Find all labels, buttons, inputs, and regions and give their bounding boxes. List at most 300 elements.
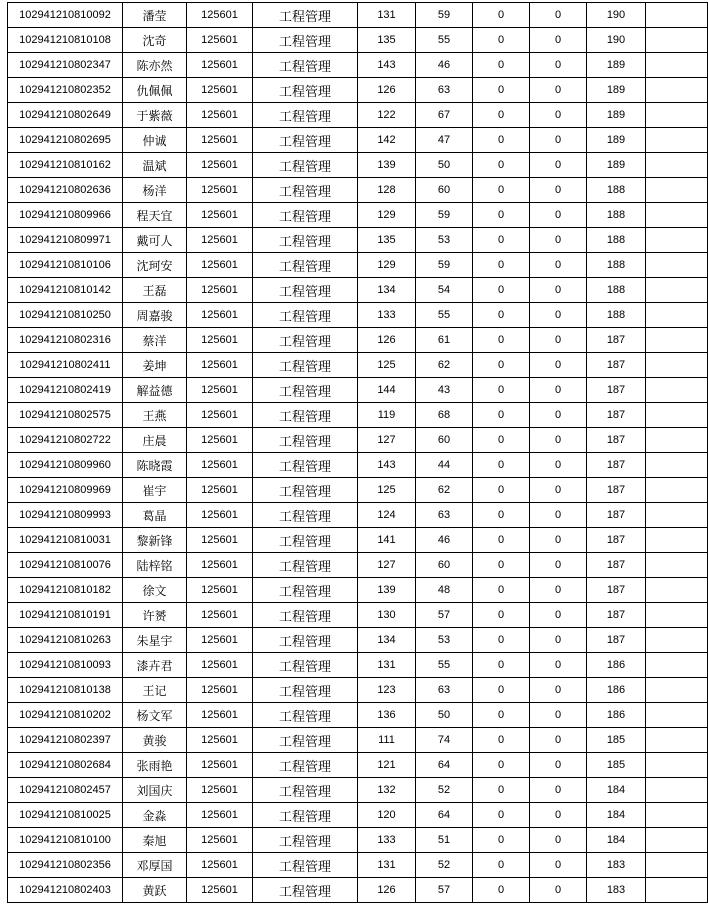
score-2-cell: 52 (416, 778, 473, 803)
table-row (8, 103, 708, 128)
major-code-cell: 125601 (187, 153, 253, 178)
major-code-cell: 125601 (187, 203, 253, 228)
total-score-cell: 188 (587, 303, 646, 328)
score-4-cell: 0 (530, 228, 587, 253)
score-2-cell: 59 (416, 253, 473, 278)
exam-id-cell: 102941210802352 (8, 78, 123, 103)
extra-cell (646, 78, 708, 103)
score-2-cell: 53 (416, 228, 473, 253)
exam-id-cell: 102941210802397 (8, 728, 123, 753)
major-code-cell: 125601 (187, 478, 253, 503)
score-2-cell: 48 (416, 578, 473, 603)
major-code-cell: 125601 (187, 703, 253, 728)
exam-id-cell: 102941210810138 (8, 678, 123, 703)
score-4-cell: 0 (530, 78, 587, 103)
major-code-cell: 125601 (187, 378, 253, 403)
major-code-cell: 125601 (187, 528, 253, 553)
major-name-cell: 工程管理 (253, 653, 358, 678)
name-cell: 陈晓霞 (123, 453, 187, 478)
name-cell: 邓厚国 (123, 853, 187, 878)
score-3-cell: 0 (473, 603, 530, 628)
score-3-cell: 0 (473, 478, 530, 503)
score-1-cell: 129 (358, 203, 416, 228)
extra-cell (646, 853, 708, 878)
major-code-cell: 125601 (187, 503, 253, 528)
major-code-cell: 125601 (187, 53, 253, 78)
extra-cell (646, 128, 708, 153)
score-3-cell: 0 (473, 153, 530, 178)
score-1-cell: 130 (358, 603, 416, 628)
name-cell: 陆梓铭 (123, 553, 187, 578)
total-score-cell: 188 (587, 253, 646, 278)
extra-cell (646, 3, 708, 28)
name-cell: 王记 (123, 678, 187, 703)
score-3-cell: 0 (473, 578, 530, 603)
score-1-cell: 122 (358, 103, 416, 128)
major-name-cell: 工程管理 (253, 803, 358, 828)
exam-id-cell: 102941210802403 (8, 878, 123, 903)
score-1-cell: 129 (358, 253, 416, 278)
exam-id-cell: 102941210810142 (8, 278, 123, 303)
extra-cell (646, 503, 708, 528)
major-code-cell: 125601 (187, 803, 253, 828)
table-row (8, 428, 708, 453)
score-2-cell: 63 (416, 678, 473, 703)
exam-id-cell: 102941210810093 (8, 653, 123, 678)
score-4-cell: 0 (530, 653, 587, 678)
score-1-cell: 142 (358, 128, 416, 153)
name-cell: 杨文军 (123, 703, 187, 728)
score-4-cell: 0 (530, 628, 587, 653)
extra-cell (646, 28, 708, 53)
score-3-cell: 0 (473, 428, 530, 453)
name-cell: 潘莹 (123, 3, 187, 28)
score-2-cell: 62 (416, 478, 473, 503)
score-1-cell: 120 (358, 803, 416, 828)
total-score-cell: 188 (587, 203, 646, 228)
score-3-cell: 0 (473, 778, 530, 803)
score-4-cell: 0 (530, 703, 587, 728)
total-score-cell: 187 (587, 378, 646, 403)
table-row (8, 453, 708, 478)
score-1-cell: 139 (358, 578, 416, 603)
score-1-cell: 131 (358, 3, 416, 28)
name-cell: 庄晨 (123, 428, 187, 453)
score-1-cell: 111 (358, 728, 416, 753)
table-row (8, 728, 708, 753)
score-2-cell: 68 (416, 403, 473, 428)
score-3-cell: 0 (473, 328, 530, 353)
exam-id-cell: 102941210810106 (8, 253, 123, 278)
table-row (8, 803, 708, 828)
score-2-cell: 55 (416, 303, 473, 328)
extra-cell (646, 678, 708, 703)
exam-id-cell: 102941210810108 (8, 28, 123, 53)
table-row (8, 3, 708, 28)
score-4-cell: 0 (530, 678, 587, 703)
exam-id-cell: 102941210802684 (8, 753, 123, 778)
total-score-cell: 190 (587, 3, 646, 28)
table-row (8, 53, 708, 78)
table-row (8, 703, 708, 728)
major-name-cell: 工程管理 (253, 553, 358, 578)
major-name-cell: 工程管理 (253, 628, 358, 653)
major-name-cell: 工程管理 (253, 78, 358, 103)
exam-id-cell: 102941210810092 (8, 3, 123, 28)
table-row (8, 28, 708, 53)
score-2-cell: 67 (416, 103, 473, 128)
score-4-cell: 0 (530, 728, 587, 753)
exam-id-cell: 102941210810100 (8, 828, 123, 853)
name-cell: 葛晶 (123, 503, 187, 528)
extra-cell (646, 428, 708, 453)
score-1-cell: 128 (358, 178, 416, 203)
major-code-cell: 125601 (187, 403, 253, 428)
score-2-cell: 57 (416, 878, 473, 903)
major-name-cell: 工程管理 (253, 178, 358, 203)
score-1-cell: 121 (358, 753, 416, 778)
table-row (8, 228, 708, 253)
score-3-cell: 0 (473, 28, 530, 53)
extra-cell (646, 378, 708, 403)
total-score-cell: 187 (587, 628, 646, 653)
total-score-cell: 190 (587, 28, 646, 53)
score-2-cell: 64 (416, 803, 473, 828)
exam-id-cell: 102941210810191 (8, 603, 123, 628)
extra-cell (646, 603, 708, 628)
score-3-cell: 0 (473, 228, 530, 253)
table-row (8, 678, 708, 703)
score-1-cell: 133 (358, 303, 416, 328)
score-4-cell: 0 (530, 453, 587, 478)
score-1-cell: 119 (358, 403, 416, 428)
score-3-cell: 0 (473, 3, 530, 28)
score-1-cell: 127 (358, 428, 416, 453)
score-1-cell: 141 (358, 528, 416, 553)
exam-id-cell: 102941210809993 (8, 503, 123, 528)
name-cell: 黄骏 (123, 728, 187, 753)
major-code-cell: 125601 (187, 578, 253, 603)
major-code-cell: 125601 (187, 853, 253, 878)
major-code-cell: 125601 (187, 303, 253, 328)
table-row (8, 528, 708, 553)
score-2-cell: 50 (416, 153, 473, 178)
score-3-cell: 0 (473, 353, 530, 378)
score-4-cell: 0 (530, 553, 587, 578)
score-4-cell: 0 (530, 178, 587, 203)
extra-cell (646, 803, 708, 828)
total-score-cell: 187 (587, 353, 646, 378)
score-1-cell: 126 (358, 328, 416, 353)
score-4-cell: 0 (530, 528, 587, 553)
major-name-cell: 工程管理 (253, 28, 358, 53)
score-4-cell: 0 (530, 28, 587, 53)
exam-id-cell: 102941210802457 (8, 778, 123, 803)
score-1-cell: 143 (358, 53, 416, 78)
extra-cell (646, 478, 708, 503)
exam-id-cell: 102941210809966 (8, 203, 123, 228)
major-code-cell: 125601 (187, 353, 253, 378)
name-cell: 解益德 (123, 378, 187, 403)
score-2-cell: 64 (416, 753, 473, 778)
score-2-cell: 63 (416, 78, 473, 103)
table-row (8, 403, 708, 428)
major-name-cell: 工程管理 (253, 103, 358, 128)
major-name-cell: 工程管理 (253, 128, 358, 153)
table-row (8, 178, 708, 203)
total-score-cell: 185 (587, 728, 646, 753)
name-cell: 张雨艳 (123, 753, 187, 778)
score-4-cell: 0 (530, 103, 587, 128)
table-body (8, 3, 708, 903)
name-cell: 陈亦然 (123, 53, 187, 78)
score-2-cell: 51 (416, 828, 473, 853)
major-name-cell: 工程管理 (253, 303, 358, 328)
score-2-cell: 46 (416, 53, 473, 78)
major-name-cell: 工程管理 (253, 853, 358, 878)
score-1-cell: 123 (358, 678, 416, 703)
score-4-cell: 0 (530, 503, 587, 528)
exam-id-cell: 102941210810263 (8, 628, 123, 653)
exam-id-cell: 102941210802356 (8, 853, 123, 878)
score-3-cell: 0 (473, 703, 530, 728)
score-2-cell: 60 (416, 178, 473, 203)
extra-cell (646, 303, 708, 328)
table-row (8, 778, 708, 803)
extra-cell (646, 728, 708, 753)
major-code-cell: 125601 (187, 728, 253, 753)
major-code-cell: 125601 (187, 453, 253, 478)
major-code-cell: 125601 (187, 778, 253, 803)
score-1-cell: 136 (358, 703, 416, 728)
score-4-cell: 0 (530, 278, 587, 303)
score-2-cell: 60 (416, 553, 473, 578)
major-name-cell: 工程管理 (253, 528, 358, 553)
major-code-cell: 125601 (187, 878, 253, 903)
major-code-cell: 125601 (187, 228, 253, 253)
name-cell: 金淼 (123, 803, 187, 828)
extra-cell (646, 878, 708, 903)
score-4-cell: 0 (530, 128, 587, 153)
extra-cell (646, 553, 708, 578)
exam-id-cell: 102941210802419 (8, 378, 123, 403)
major-code-cell: 125601 (187, 28, 253, 53)
table-row (8, 128, 708, 153)
score-4-cell: 0 (530, 753, 587, 778)
major-code-cell: 125601 (187, 653, 253, 678)
major-name-cell: 工程管理 (253, 378, 358, 403)
major-name-cell: 工程管理 (253, 353, 358, 378)
total-score-cell: 183 (587, 853, 646, 878)
name-cell: 仲诚 (123, 128, 187, 153)
table-row (8, 303, 708, 328)
score-4-cell: 0 (530, 203, 587, 228)
major-name-cell: 工程管理 (253, 153, 358, 178)
exam-id-cell: 102941210810031 (8, 528, 123, 553)
table-row (8, 553, 708, 578)
score-4-cell: 0 (530, 303, 587, 328)
major-name-cell: 工程管理 (253, 228, 358, 253)
score-3-cell: 0 (473, 53, 530, 78)
extra-cell (646, 578, 708, 603)
name-cell: 程天宜 (123, 203, 187, 228)
score-4-cell: 0 (530, 253, 587, 278)
major-name-cell: 工程管理 (253, 778, 358, 803)
name-cell: 黄跃 (123, 878, 187, 903)
score-1-cell: 144 (358, 378, 416, 403)
extra-cell (646, 253, 708, 278)
table-row (8, 378, 708, 403)
major-code-cell: 125601 (187, 828, 253, 853)
table-row (8, 78, 708, 103)
exam-id-cell: 102941210809969 (8, 478, 123, 503)
major-name-cell: 工程管理 (253, 453, 358, 478)
total-score-cell: 187 (587, 578, 646, 603)
major-code-cell: 125601 (187, 3, 253, 28)
exam-id-cell: 102941210810076 (8, 553, 123, 578)
total-score-cell: 185 (587, 753, 646, 778)
total-score-cell: 187 (587, 478, 646, 503)
extra-cell (646, 328, 708, 353)
exam-id-cell: 102941210810202 (8, 703, 123, 728)
score-2-cell: 62 (416, 353, 473, 378)
score-3-cell: 0 (473, 878, 530, 903)
exam-id-cell: 102941210810182 (8, 578, 123, 603)
major-code-cell: 125601 (187, 253, 253, 278)
total-score-cell: 184 (587, 803, 646, 828)
major-name-cell: 工程管理 (253, 728, 358, 753)
score-4-cell: 0 (530, 578, 587, 603)
score-1-cell: 134 (358, 278, 416, 303)
total-score-cell: 188 (587, 228, 646, 253)
major-name-cell: 工程管理 (253, 578, 358, 603)
score-4-cell: 0 (530, 603, 587, 628)
name-cell: 蔡洋 (123, 328, 187, 353)
score-3-cell: 0 (473, 853, 530, 878)
major-code-cell: 125601 (187, 128, 253, 153)
total-score-cell: 189 (587, 78, 646, 103)
name-cell: 漆卉君 (123, 653, 187, 678)
total-score-cell: 188 (587, 278, 646, 303)
score-1-cell: 126 (358, 878, 416, 903)
extra-cell (646, 403, 708, 428)
score-1-cell: 143 (358, 453, 416, 478)
name-cell: 王磊 (123, 278, 187, 303)
name-cell: 朱星宇 (123, 628, 187, 653)
score-4-cell: 0 (530, 378, 587, 403)
score-3-cell: 0 (473, 303, 530, 328)
extra-cell (646, 228, 708, 253)
major-code-cell: 125601 (187, 428, 253, 453)
major-name-cell: 工程管理 (253, 53, 358, 78)
total-score-cell: 187 (587, 428, 646, 453)
major-name-cell: 工程管理 (253, 328, 358, 353)
total-score-cell: 187 (587, 528, 646, 553)
exam-id-cell: 102941210810162 (8, 153, 123, 178)
score-2-cell: 54 (416, 278, 473, 303)
score-3-cell: 0 (473, 253, 530, 278)
score-1-cell: 125 (358, 353, 416, 378)
score-4-cell: 0 (530, 3, 587, 28)
score-3-cell: 0 (473, 653, 530, 678)
exam-id-cell: 102941210802695 (8, 128, 123, 153)
score-1-cell: 126 (358, 78, 416, 103)
extra-cell (646, 653, 708, 678)
major-name-cell: 工程管理 (253, 828, 358, 853)
score-3-cell: 0 (473, 553, 530, 578)
table-row (8, 203, 708, 228)
table-row (8, 578, 708, 603)
score-2-cell: 63 (416, 503, 473, 528)
exam-id-cell: 102941210802347 (8, 53, 123, 78)
table-row (8, 153, 708, 178)
name-cell: 姜坤 (123, 353, 187, 378)
score-3-cell: 0 (473, 203, 530, 228)
score-table (7, 2, 708, 903)
score-1-cell: 135 (358, 28, 416, 53)
exam-id-cell: 102941210802722 (8, 428, 123, 453)
extra-cell (646, 628, 708, 653)
total-score-cell: 187 (587, 403, 646, 428)
score-4-cell: 0 (530, 828, 587, 853)
total-score-cell: 187 (587, 503, 646, 528)
major-name-cell: 工程管理 (253, 753, 358, 778)
major-name-cell: 工程管理 (253, 253, 358, 278)
table-row (8, 353, 708, 378)
name-cell: 沈珂安 (123, 253, 187, 278)
score-4-cell: 0 (530, 328, 587, 353)
extra-cell (646, 353, 708, 378)
major-name-cell: 工程管理 (253, 403, 358, 428)
major-code-cell: 125601 (187, 603, 253, 628)
score-3-cell: 0 (473, 378, 530, 403)
score-4-cell: 0 (530, 778, 587, 803)
score-1-cell: 131 (358, 853, 416, 878)
score-2-cell: 43 (416, 378, 473, 403)
score-3-cell: 0 (473, 78, 530, 103)
major-code-cell: 125601 (187, 753, 253, 778)
score-3-cell: 0 (473, 178, 530, 203)
major-name-cell: 工程管理 (253, 3, 358, 28)
name-cell: 温斌 (123, 153, 187, 178)
score-4-cell: 0 (530, 478, 587, 503)
score-3-cell: 0 (473, 728, 530, 753)
major-name-cell: 工程管理 (253, 428, 358, 453)
name-cell: 周嘉骏 (123, 303, 187, 328)
name-cell: 秦旭 (123, 828, 187, 853)
total-score-cell: 189 (587, 103, 646, 128)
total-score-cell: 183 (587, 878, 646, 903)
score-4-cell: 0 (530, 353, 587, 378)
total-score-cell: 187 (587, 603, 646, 628)
major-name-cell: 工程管理 (253, 703, 358, 728)
score-3-cell: 0 (473, 803, 530, 828)
table-row (8, 603, 708, 628)
major-name-cell: 工程管理 (253, 878, 358, 903)
score-4-cell: 0 (530, 853, 587, 878)
table-row (8, 253, 708, 278)
table-row (8, 853, 708, 878)
score-3-cell: 0 (473, 128, 530, 153)
score-3-cell: 0 (473, 528, 530, 553)
major-name-cell: 工程管理 (253, 278, 358, 303)
major-name-cell: 工程管理 (253, 478, 358, 503)
major-name-cell: 工程管理 (253, 503, 358, 528)
exam-id-cell: 102941210810025 (8, 803, 123, 828)
extra-cell (646, 528, 708, 553)
table-row (8, 653, 708, 678)
table-row (8, 328, 708, 353)
